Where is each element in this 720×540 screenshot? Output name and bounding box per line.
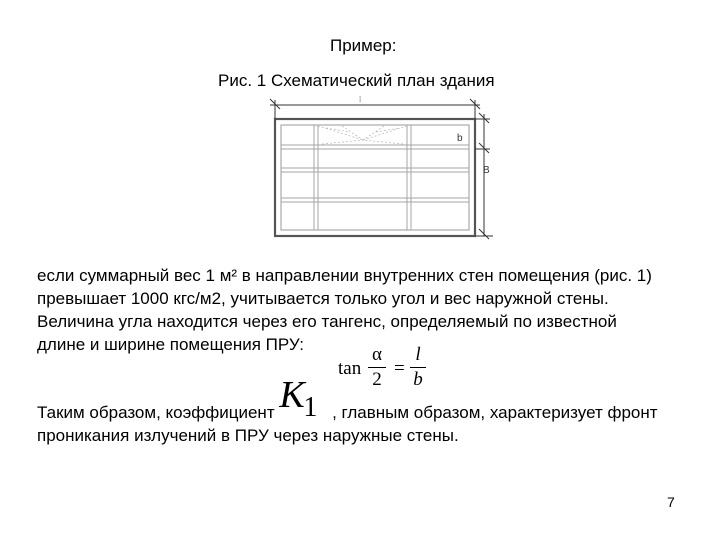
k1-text-before: Таким образом, коэффициент: [37, 403, 280, 422]
fraction-bar: [368, 367, 386, 368]
radiation-rays: [318, 126, 407, 144]
dimension-b-label: b: [457, 133, 463, 144]
main-paragraph: [37, 264, 697, 356]
figure-caption: Рис. 1 Схематический план здания: [218, 71, 495, 90]
formula-tan: tan: [338, 358, 362, 379]
k-letter: K: [279, 374, 305, 416]
paragraph-line: длине и ширине помещения ПРУ:: [37, 335, 304, 354]
formula-equals: =: [394, 358, 405, 379]
formula-alpha: α: [372, 344, 382, 365]
inner-wall-outline: [281, 125, 469, 230]
formula-fraction-lb: [410, 344, 426, 391]
right-dimension-b: [475, 113, 490, 154]
paragraph-line: Величина угла находится через его тангенс, определяемый по известной: [37, 312, 617, 331]
k1-line-2: проникания излучений в ПРУ через наружные стены.: [37, 426, 459, 445]
formula-l: l: [415, 344, 421, 365]
internal-walls: [281, 125, 469, 230]
paragraph-line: превышает 1000 кгс/м2, учитывается только угол и вес наружной стены.: [37, 289, 609, 308]
example-heading: Пример:: [330, 36, 397, 55]
k1-text-after: , главным образом, характеризует фронт: [327, 403, 658, 422]
k1-paragraph: [37, 374, 697, 447]
fraction-bar: [410, 367, 426, 368]
paragraph-line: если суммарный вес 1 м² в направлении внутренних стен помещения (рис. 1): [37, 266, 652, 285]
formula-fraction-alpha: [368, 344, 386, 391]
formula-b: b: [413, 369, 423, 390]
k1-line: [37, 374, 697, 424]
formula-two: 2: [372, 369, 382, 390]
top-dimension: [270, 99, 480, 119]
top-dimension-label: l: [359, 95, 362, 104]
dimension-B-label: B: [483, 165, 490, 176]
page-number: 7: [667, 494, 675, 510]
building-plan-figure: [262, 96, 502, 236]
right-dimension-B: [475, 119, 493, 239]
k-subscript: 1: [303, 392, 318, 423]
k1-symbol: [279, 374, 327, 423]
